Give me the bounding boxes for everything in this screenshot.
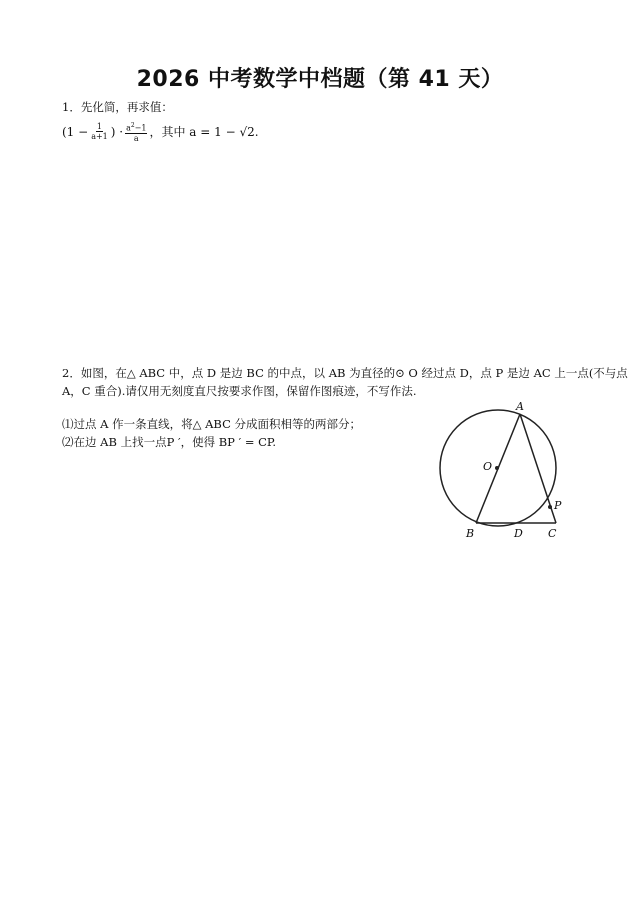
fraction-2-numerator — [125, 121, 147, 134]
label-b: B — [466, 527, 475, 540]
fraction-1 — [90, 122, 109, 141]
expr-open: (1 − — [62, 124, 89, 139]
point-o — [495, 466, 499, 470]
label-d: D — [514, 527, 523, 540]
point-p — [548, 505, 552, 509]
fraction-1-denominator: a+1 — [91, 132, 108, 142]
geometry-figure — [430, 392, 580, 542]
fraction-1-numerator: 1 — [96, 122, 103, 132]
label-o: O — [483, 460, 493, 473]
fraction-2-exponent: 2 — [130, 122, 135, 129]
label-a: A — [516, 400, 524, 413]
fraction-2-base: a — [126, 123, 131, 133]
question-2-line-1: 2．如图，在△ ABC 中，点 D 是边 BC 的中点，以 AB 为直径的⊙ O 经过点 D，点 P 是边 AC 上一点(不与点 — [62, 366, 628, 380]
expr-close-dot: ) · — [110, 124, 124, 139]
fraction-2-minus-one: −1 — [134, 123, 147, 133]
fraction-2-denominator: a — [133, 133, 139, 143]
question-2-part-1: ⑴过点 A 作一条直线，将△ ABC 分成面积相等的两部分； — [62, 417, 362, 431]
label-p: P — [554, 499, 562, 512]
question-2-line-2: A，C 重合).请仅用无刻度直尺按要求作图，保留作图痕迹，不写作法. — [62, 384, 417, 398]
page-title: 2026 中考数学中档题（第 41 天） — [136, 67, 504, 92]
question-1-expression — [62, 121, 259, 143]
fraction-2 — [125, 121, 147, 143]
question-2-part-2: ⑵在边 AB 上找一点P ′，使得 BP ′ = CP. — [62, 435, 276, 449]
question-1-prompt: 1．先化简，再求值： — [62, 100, 173, 114]
expr-tail: ，其中 a = 1 − √2. — [149, 125, 259, 140]
label-c: C — [548, 527, 557, 540]
